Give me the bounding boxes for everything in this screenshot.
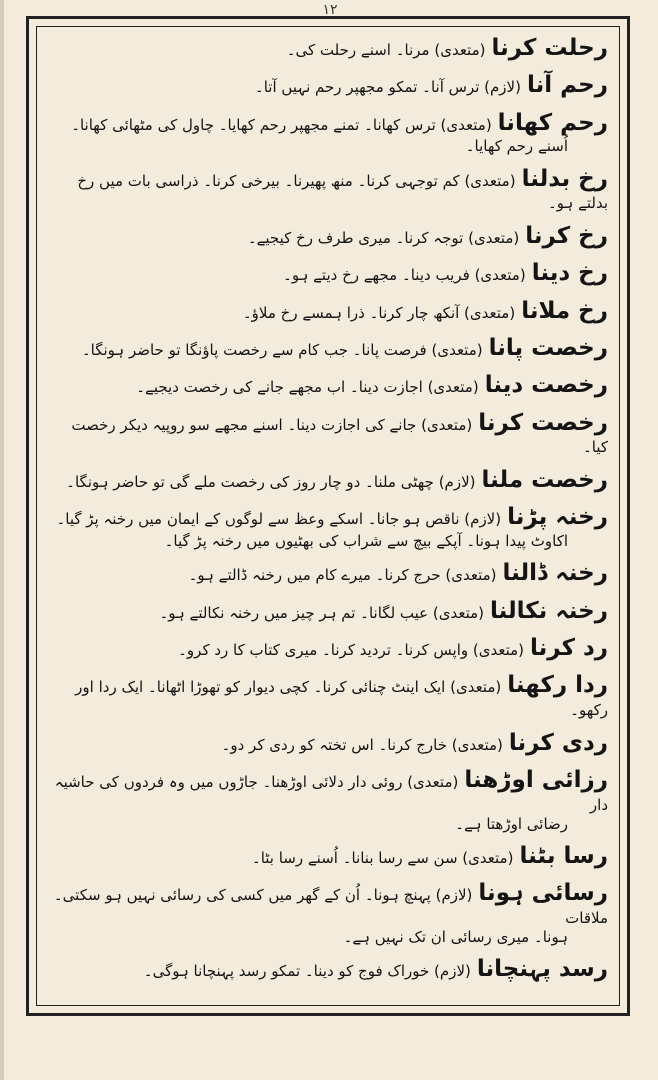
dictionary-entry bbox=[48, 766, 608, 834]
entry-headword: رخ کرنا bbox=[525, 223, 608, 249]
dictionary-entry bbox=[48, 466, 608, 495]
entry-headword: رخ بدلنا bbox=[521, 165, 608, 192]
dictionary-entry bbox=[48, 597, 608, 626]
entry-headword: رخصت ملنا bbox=[481, 466, 608, 493]
dictionary-entry bbox=[48, 297, 608, 326]
entry-headword: ردا رکھنا bbox=[507, 672, 608, 699]
entry-definition: (لازم) چھٹی ملنا۔ دو چار روز کی رخصت ملے گی تو حاضر ہونگا۔ bbox=[66, 472, 476, 491]
entry-definition: (متعدی) عیب لگانا۔ تم ہر چیز میں رخنہ نکالتے ہو۔ bbox=[159, 603, 484, 622]
entry-headword: رسد پہنچانا bbox=[476, 956, 608, 983]
entry-definition: (متعدی) آنکھ چار کرنا۔ ذرا ہمسے رخ ملاؤ۔ bbox=[242, 303, 516, 322]
dictionary-entries bbox=[48, 34, 608, 999]
dictionary-entry bbox=[48, 955, 608, 984]
entry-headword: رسائی ہونا bbox=[478, 880, 608, 907]
dictionary-entry bbox=[48, 559, 608, 588]
dictionary-entry bbox=[48, 334, 608, 363]
dictionary-entry bbox=[48, 842, 608, 871]
entry-definition: (متعدی) توجہ کرنا۔ میری طرف رخ کیجیے۔ bbox=[247, 229, 520, 247]
dictionary-entry bbox=[48, 409, 608, 458]
dictionary-entry bbox=[48, 634, 608, 663]
entry-definition: (متعدی) حرج کرنا۔ میرے کام میں رخنہ ڈالتے ہو۔ bbox=[188, 566, 497, 585]
entry-definition: (متعدی) خارج کرنا۔ اس تختہ کو ردی کر دو۔ bbox=[221, 735, 503, 754]
entry-headword: رخصت کرنا bbox=[478, 409, 608, 436]
entry-headword: رخ دینا bbox=[531, 260, 608, 287]
entry-headword: ردی کرنا bbox=[508, 729, 608, 756]
entry-definition: (متعدی) سن سے رسا بنانا۔ اُسنے رسا بٹا۔ bbox=[251, 848, 514, 867]
page-number: ۱۲ bbox=[322, 2, 338, 18]
entry-definition: (لازم) ترس آنا۔ تمکو مجھپر رحم نہیں آتا۔ bbox=[254, 78, 521, 97]
entry-headword: رخنہ ڈالنا bbox=[502, 560, 608, 587]
entry-headword: رحم کھانا bbox=[497, 109, 608, 136]
entry-headword: رخصت دینا bbox=[484, 372, 608, 399]
entry-headword: رسا بٹنا bbox=[519, 842, 608, 869]
entry-definition: (متعدی) فرصت پانا۔ جب کام سے رخصت پاؤنگا تو حاضر ہونگا۔ bbox=[81, 340, 483, 359]
entry-definition: (لازم) خوراک فوج کو دینا۔ تمکو رسد پہنچانا ہوگی۔ bbox=[143, 962, 471, 981]
dictionary-entry bbox=[48, 503, 608, 551]
dictionary-entry bbox=[48, 729, 608, 758]
dictionary-entry bbox=[48, 671, 608, 720]
entry-definition: (متعدی) کم توجہی کرنا۔ منھ پھیرنا۔ بیرخی کرنا۔ ذراسی بات میں رخ بدلتے ہو۔ bbox=[77, 171, 608, 213]
dictionary-entry bbox=[48, 222, 608, 251]
entry-headword: رحم آنا bbox=[526, 72, 608, 99]
entry-continuation: ہونا۔ میری رسائی ان تک نہیں ہے۔ bbox=[343, 927, 568, 946]
entry-definition: (متعدی) فریب دینا۔ مجھے رخ دیتے ہو۔ bbox=[283, 266, 526, 285]
dictionary-entry bbox=[48, 879, 608, 947]
entry-definition: (متعدی) جانے کی اجازت دینا۔ اسنے مجھے سو روپیہ دیکر رخصت کیا۔ bbox=[71, 415, 608, 457]
dictionary-entry bbox=[48, 71, 608, 100]
dictionary-entry bbox=[48, 165, 608, 214]
dictionary-entry bbox=[48, 34, 608, 63]
entry-definition: (متعدی) مرنا۔ اسنے رحلت کی۔ bbox=[286, 41, 486, 59]
entry-continuation: اکاوٹ پیدا ہونا۔ آپکے بیچ سے شراب کی بھٹیوں میں رخنہ پڑ گیا۔ bbox=[164, 531, 568, 550]
entry-definition: (متعدی) اجازت دینا۔ اب مجھے جانے کی رخصت دیجیے۔ bbox=[136, 378, 479, 397]
dictionary-entry bbox=[48, 109, 608, 157]
entry-headword: رحلت کرنا bbox=[491, 35, 608, 61]
entry-headword: رخنہ پڑنا bbox=[507, 504, 608, 531]
entry-headword: رزائی اوڑھنا bbox=[464, 766, 608, 793]
entry-headword: رخصت پانا bbox=[488, 334, 608, 361]
entry-continuation: رضائی اوڑھتا ہے۔ bbox=[455, 814, 568, 833]
dictionary-entry bbox=[48, 259, 608, 288]
binding-edge bbox=[0, 0, 4, 1080]
entry-definition: (متعدی) روئی دار دلائی اوڑھنا۔ جاڑوں میں وہ فردوں کی حاشیہ دار bbox=[54, 772, 608, 814]
entry-definition: (متعدی) واپس کرنا۔ تردید کرنا۔ میری کتاب کا رد کرو۔ bbox=[178, 640, 524, 659]
entry-headword: رد کرنا bbox=[529, 634, 608, 661]
dictionary-entry bbox=[48, 371, 608, 400]
entry-headword: رخنہ نکالنا bbox=[490, 597, 608, 624]
entry-continuation: اُسنے رحم کھایا۔ bbox=[465, 137, 568, 156]
entry-definition: (متعدی) ایک اینٹ چنائی کرنا۔ کچی دیوار کو تھوڑا اٹھانا۔ ایک ردا اور رکھو۔ bbox=[75, 678, 608, 719]
entry-definition: (متعدی) ترس کھانا۔ تمنے مجھپر رحم کھایا۔ چاول کی مٹھائی کھانا۔ bbox=[71, 115, 492, 134]
entry-definition: (لازم) پہنچ ہونا۔ اُن کے گھر میں کسی کی رسائی نہیں ہو سکتی۔ ملاقات bbox=[53, 886, 608, 927]
entry-definition: (لازم) ناقص ہو جانا۔ اسکے وعظ سے لوگوں کے ایمان میں رخنہ پڑ گیا۔ bbox=[56, 510, 502, 529]
entry-headword: رخ ملانا bbox=[521, 297, 608, 324]
